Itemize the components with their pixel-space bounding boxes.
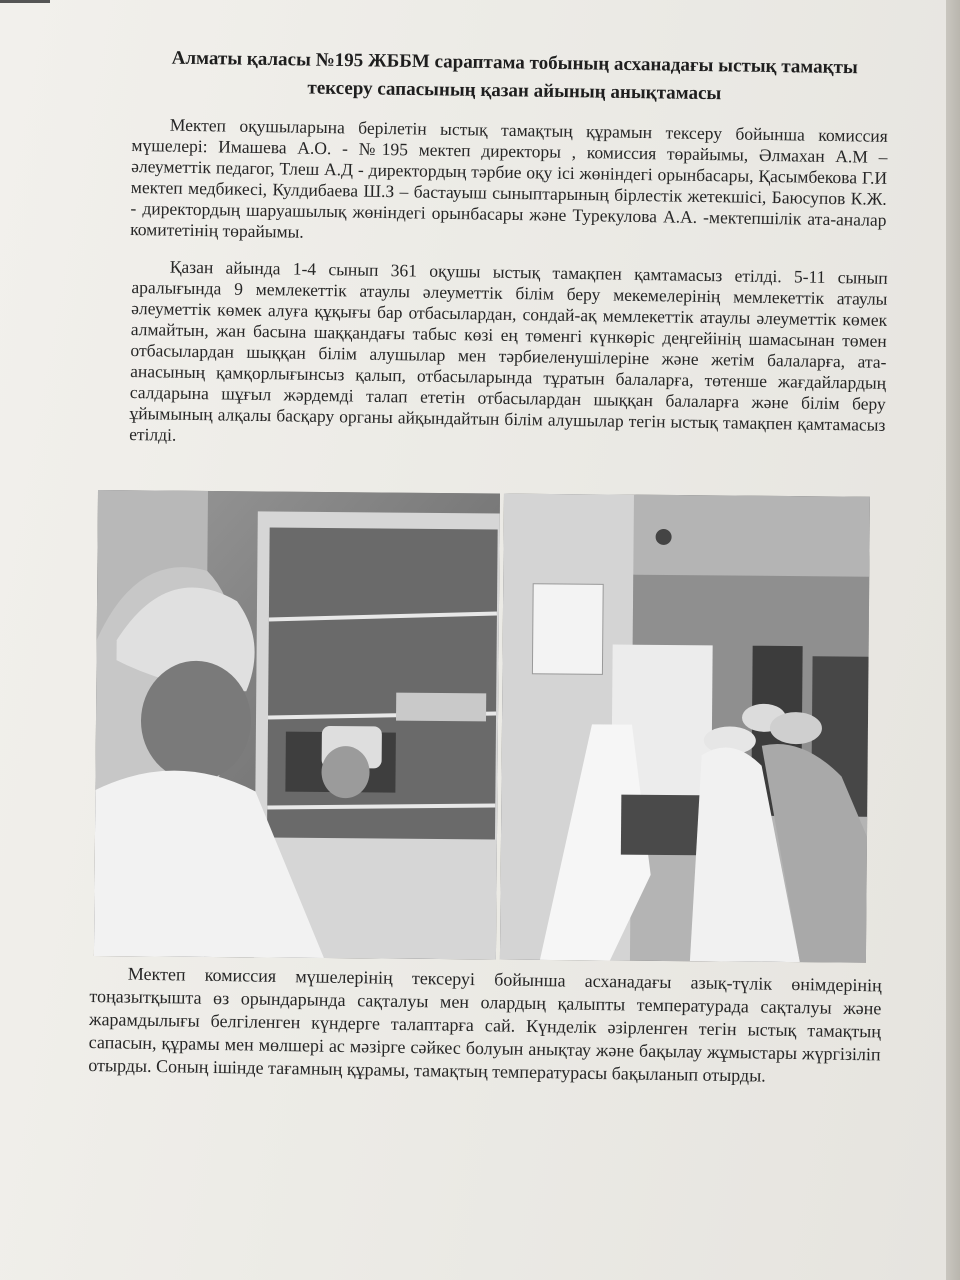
paragraph-2: Қазан айында 1-4 сынып 361 оқушы ыстық тамақпен қамтамасыз етілді. 5-11 сынып аралығында 9 мемлекеттік атаулы әлеуметтік білім беру мекемелерінің мемлекеттік атаулы әлеуметтік көмек алуға құқығы бар отбасылардан, сондай-ақ мемлекеттік атаулы әлеуметтік көмек алмайтын, жан басына шаққандағы табыс көзі ең төменгі күнкөріс деңгейінің шамасынан төмен отбасылардан шыққан білім алушылар мен тәрбиеленушілеріне және жетім балаларға, ата-анасының қамқорлығынсыз қалып, отбасыларында тұратын балаларға, төтенше жағдайлардың салдарына шұғыл жәрдемді талап ететін отбасылардан шыққан балаларға және білім беру ұйымының алқалы басқару органы айқындайтын білім алушылар тегін ыстық тамақпен қамтамасыз етілді. — [129, 256, 888, 445]
title-line-2: тексеру сапасының қазан айының анықтамасы — [307, 77, 722, 105]
commission-members-paragraph — [130, 114, 888, 252]
paragraph-1: Мектеп оқушыларына берілетін ыстық тамақтың құрамын тексеру бойынша комиссия мүшелері: Имашева А.О. - №195 мектеп директоры , комиссия төрайымы, Әлмахан А.М – әлеуметтік педагог, Тлеш А.Д - директордың тәрбие оқу ісі жөніндегі орынбасары, Қасымбекова Г.И мектеп медбикесі, Кулдибаева Ш.З – бастауыш сыныптарының бірлестік жетекшісі, Баюсупов К.Ж. - директордың шаруашылық жөніндегі орынбасары және Турекулова А.А. -мектепшілік ата-аналар комитетінің төрайымы. — [130, 114, 888, 242]
title-line-1: Алматы қаласы №195 ЖББМ сараптама тобының асханадағы ыстық тамақты — [171, 47, 858, 79]
paragraph-3: Мектеп комиссия мүшелерінің тексеруі бойынша асханадағы азық-түлік өнімдерінің тоңазытқышта өз орындарында сақталуы мен олардың қалыпты температурада сақталуы және жарамдылығы белгіленген күндерге талаптарға сай. Күнделік әзірленген тегін ыстық тамақтың сапасын, құрамы мен мөлшері ас мәзірге сәйкес болуын анықтау және бақылау жұмыстары жүргізіліп отырды. Соның ішінде тағамның құрамы, тамақтың температурасы бақыланып отырды. — [88, 963, 882, 1086]
inspection-photos — [94, 490, 870, 963]
background-edge — [946, 0, 960, 1280]
top-edge-mark — [0, 0, 50, 3]
meal-coverage-paragraph — [129, 256, 888, 457]
photo-kitchen-inspection — [500, 494, 870, 963]
document-title — [129, 44, 900, 111]
inspection-results-paragraph — [88, 962, 882, 1089]
photo-fridge-inspection — [94, 490, 500, 959]
